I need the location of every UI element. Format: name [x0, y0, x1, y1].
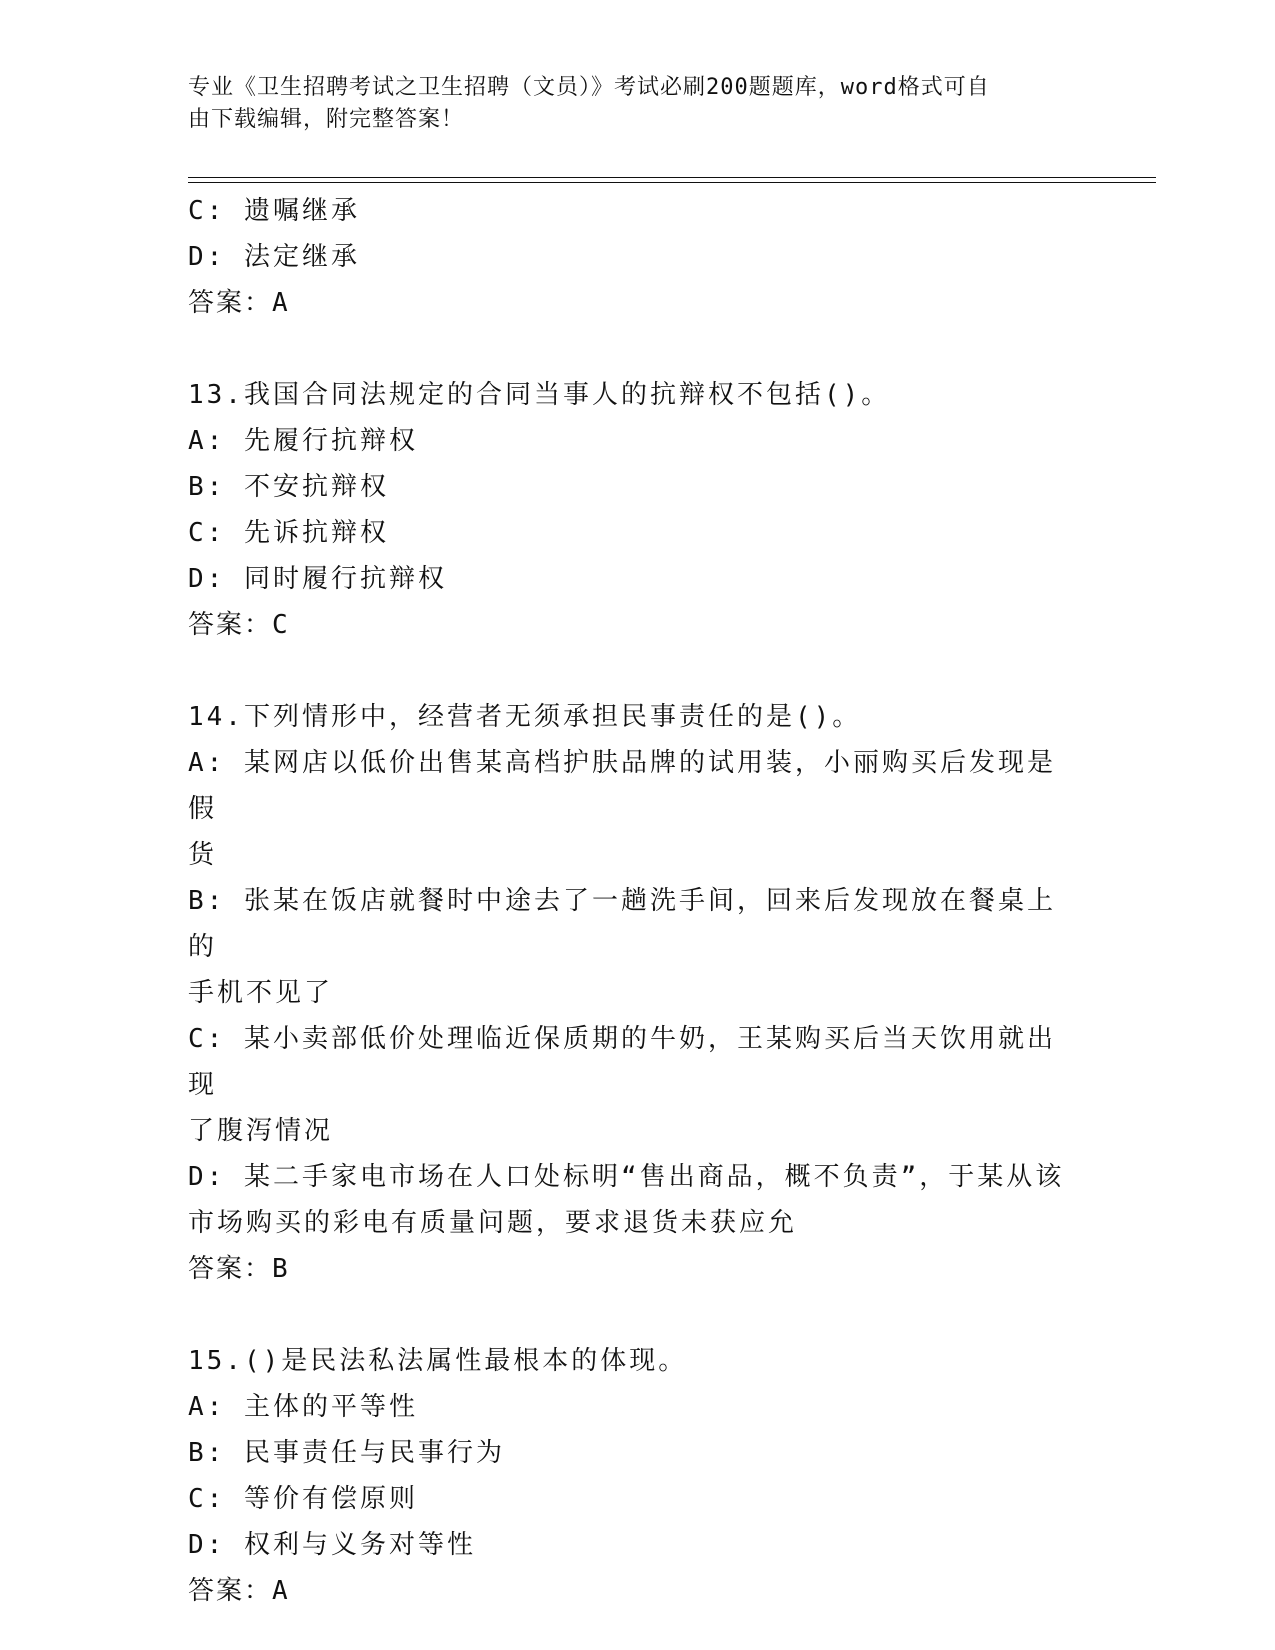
option-a-line-2: 货	[188, 840, 218, 870]
answer-line: 答案：A	[188, 288, 290, 318]
page-header	[188, 72, 1068, 136]
question-13	[188, 372, 1078, 648]
option-a: A: 主体的平等性	[188, 1392, 418, 1422]
question-stem: 14.下列情形中，经营者无须承担民事责任的是()。	[188, 702, 862, 732]
option-c: C: 等价有偿原则	[188, 1484, 418, 1514]
header-rule-top	[188, 177, 1156, 178]
header-line-1: 专业《卫生招聘考试之卫生招聘（文员）》考试必刷200题题库，word格式可自	[188, 75, 990, 100]
answer-line: 答案：B	[188, 1254, 290, 1284]
option-c-line-1: C: 某小卖部低价处理临近保质期的牛奶，王某购买后当天饮用就出现	[188, 1024, 1056, 1100]
answer-line: 答案：C	[188, 610, 290, 640]
header-rule-bottom	[188, 182, 1156, 183]
question-stem: 15.()是民法私法属性最根本的体现。	[188, 1346, 688, 1376]
option-d-line-1: D: 某二手家电市场在人口处标明“售出商品，概不负责”，于某从该	[188, 1162, 1065, 1192]
question-14	[188, 694, 1078, 1292]
option-d: D: 同时履行抗辩权	[188, 564, 447, 594]
option-a: A: 先履行抗辩权	[188, 426, 418, 456]
option-d: D: 权利与义务对等性	[188, 1530, 476, 1560]
option-a	[188, 740, 1078, 878]
option-d: D: 法定继承	[188, 242, 360, 272]
question-12-continued	[188, 188, 1078, 326]
header-line-2: 由下载编辑，附完整答案！	[188, 107, 465, 132]
option-b-line-1: B: 张某在饭店就餐时中途去了一趟洗手间，回来后发现放在餐桌上的	[188, 886, 1056, 962]
question-15	[188, 1338, 1078, 1614]
option-b: B: 民事责任与民事行为	[188, 1438, 505, 1468]
option-b-line-2: 手机不见了	[188, 978, 334, 1008]
question-list	[188, 188, 1078, 1614]
option-c: C: 遗嘱继承	[188, 196, 360, 226]
answer-line: 答案：A	[188, 1576, 290, 1606]
option-a-line-1: A: 某网店以低价出售某高档护肤品牌的试用装，小丽购买后发现是假	[188, 748, 1056, 824]
option-b	[188, 878, 1078, 1016]
option-b: B: 不安抗辩权	[188, 472, 389, 502]
option-c: C: 先诉抗辩权	[188, 518, 389, 548]
question-stem: 13.我国合同法规定的合同当事人的抗辩权不包括()。	[188, 380, 891, 410]
option-d-line-2: 市场购买的彩电有质量问题，要求退货未获应允	[188, 1208, 798, 1238]
option-c	[188, 1016, 1078, 1154]
option-c-line-2: 了腹泻情况	[188, 1116, 334, 1146]
option-d	[188, 1154, 1078, 1246]
